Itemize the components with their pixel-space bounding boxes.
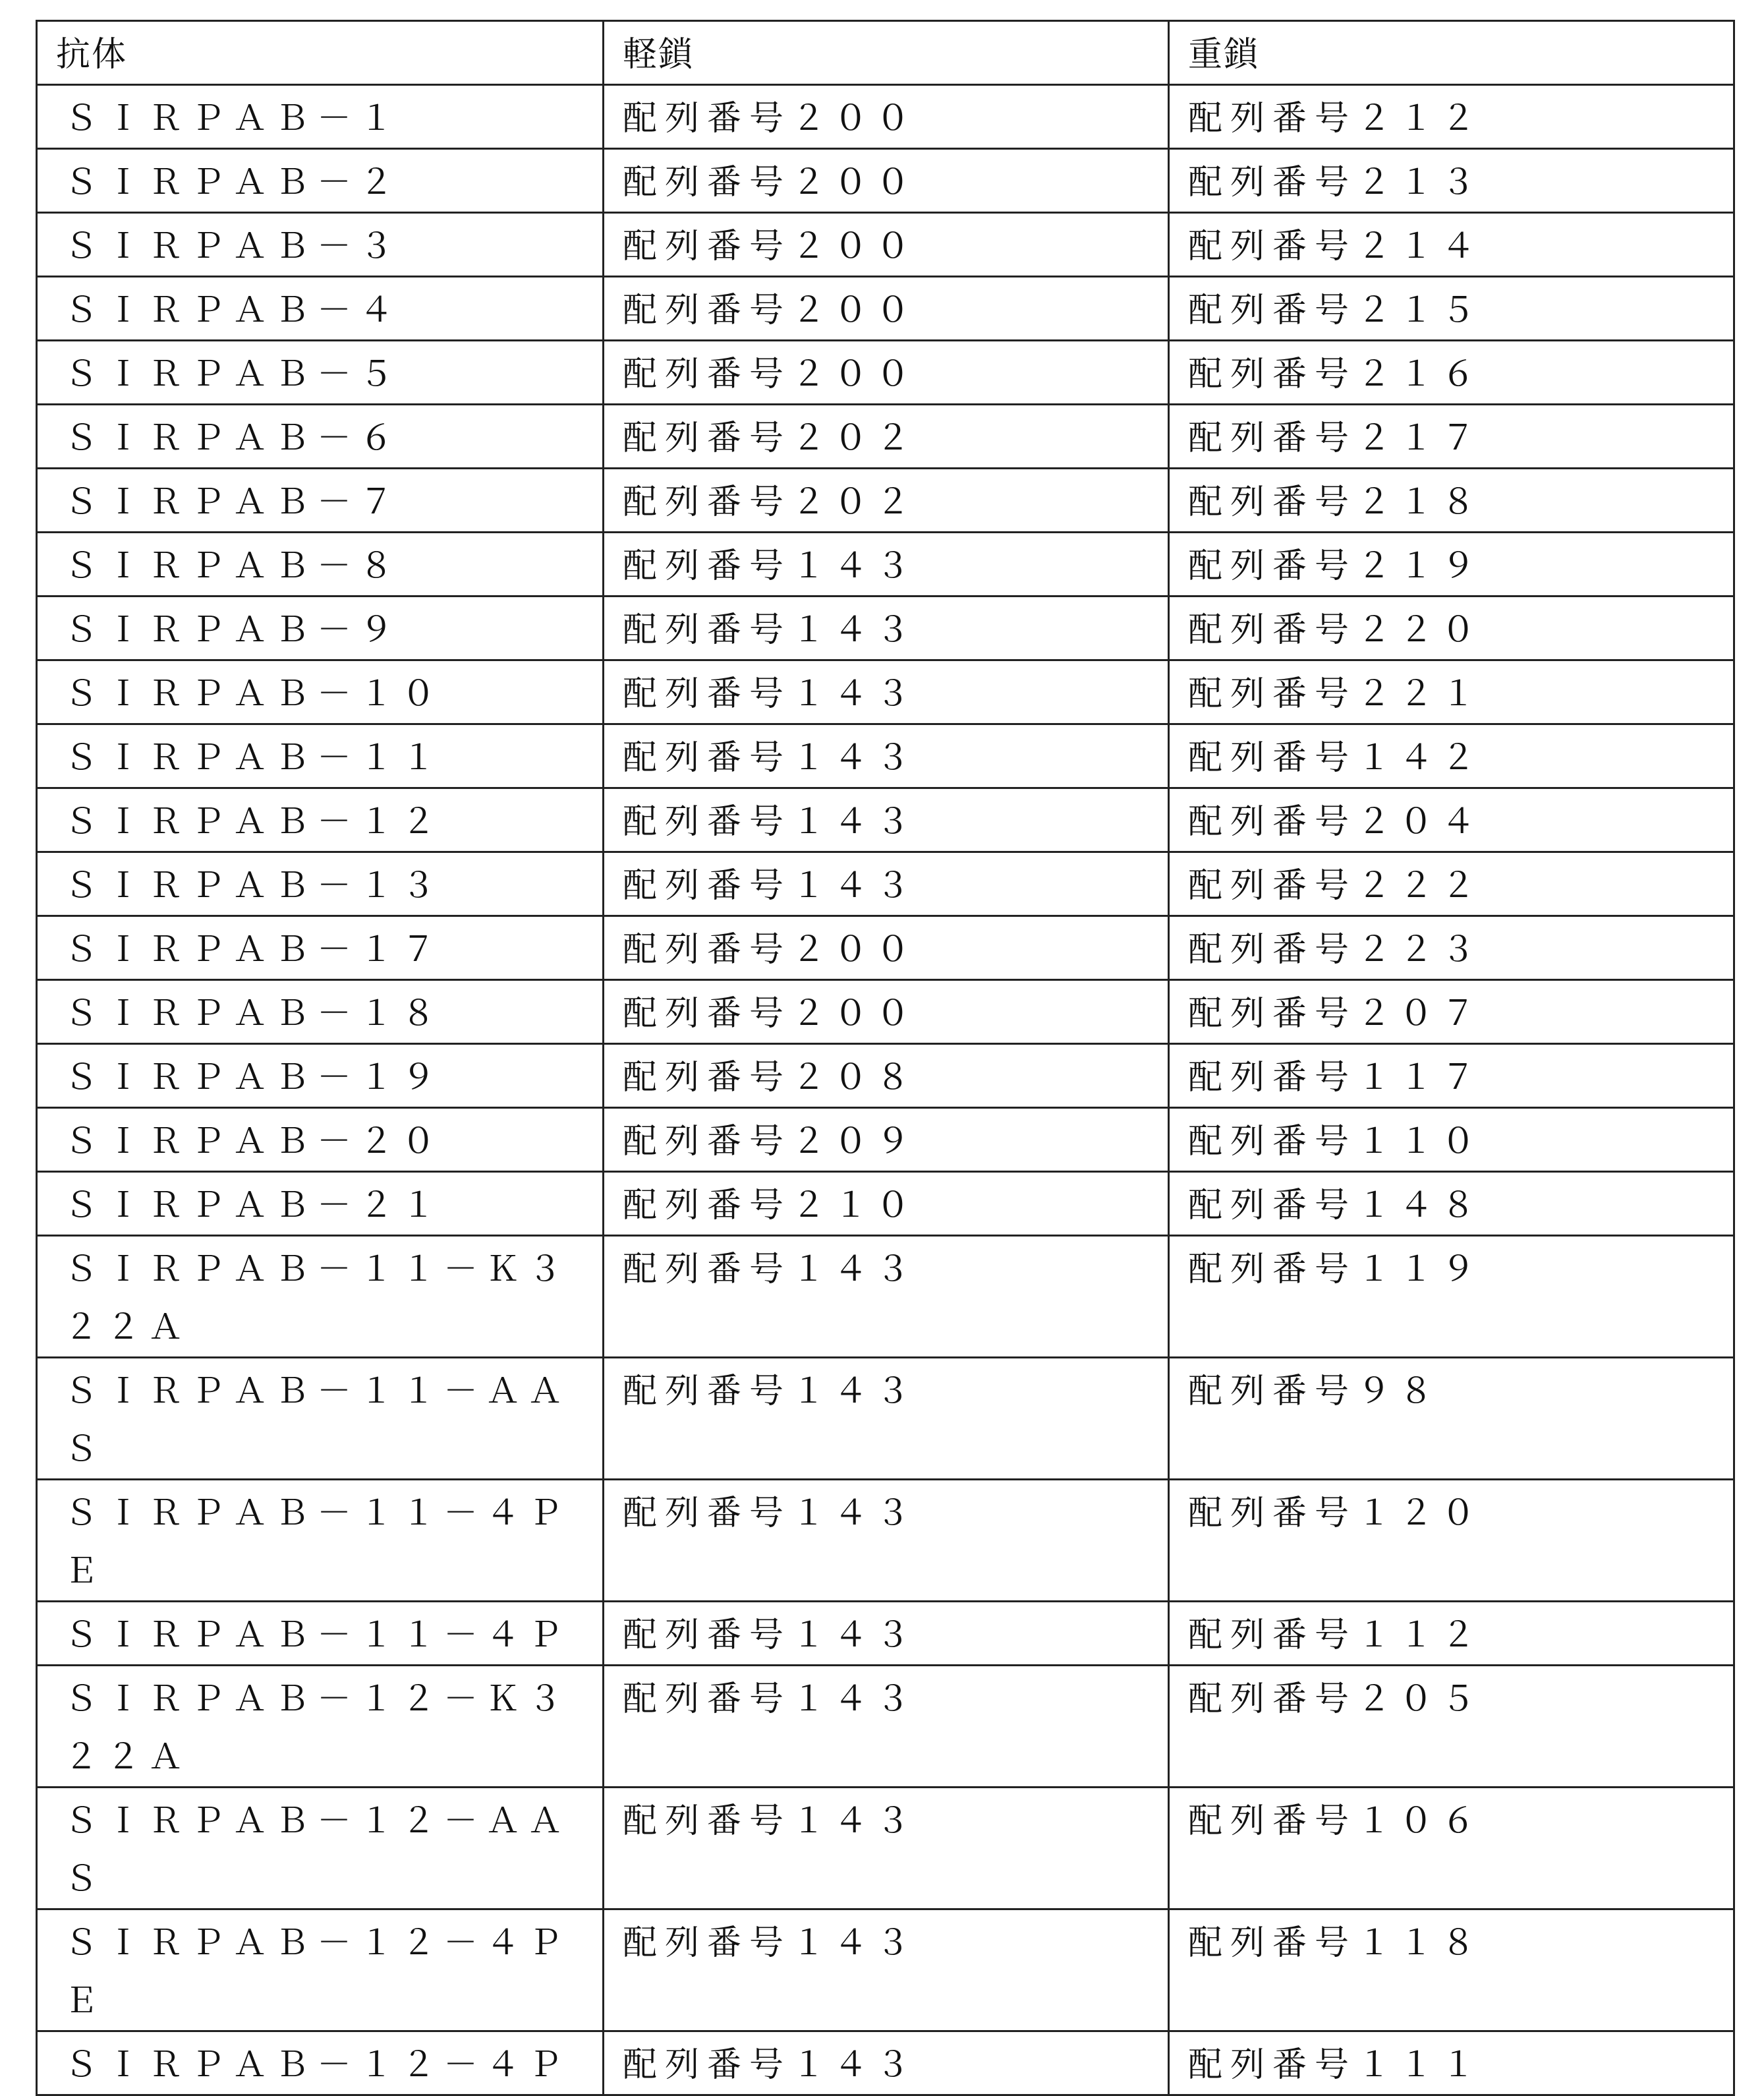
light-chain-cell: 配列番号１４３ bbox=[604, 1666, 1169, 1788]
light-chain-cell: 配列番号２０２ bbox=[604, 469, 1169, 533]
antibody-cell: ＳＩＲＰＡＢ－１２ bbox=[37, 788, 604, 852]
antibody-cell: ＳＩＲＰＡＢ－１１－４ＰＥ bbox=[37, 1480, 604, 1602]
table-row bbox=[37, 660, 1734, 724]
antibody-cell: ＳＩＲＰＡＢ－８ bbox=[37, 533, 604, 597]
table-row bbox=[37, 980, 1734, 1044]
antibody-cell: ＳＩＲＰＡＢ－６ bbox=[37, 405, 604, 469]
table-row bbox=[37, 916, 1734, 980]
table-row bbox=[37, 2031, 1734, 2095]
antibody-cell: ＳＩＲＰＡＢ－１３ bbox=[37, 852, 604, 916]
heavy-chain-cell: 配列番号１１８ bbox=[1169, 1909, 1734, 2031]
table-row bbox=[37, 405, 1734, 469]
heavy-chain-cell: 配列番号２２２ bbox=[1169, 852, 1734, 916]
heavy-chain-cell: 配列番号１１７ bbox=[1169, 1044, 1734, 1108]
antibody-cell: ＳＩＲＰＡＢ－１ bbox=[37, 85, 604, 149]
antibody-cell: ＳＩＲＰＡＢ－４ bbox=[37, 277, 604, 341]
antibody-cell: ＳＩＲＰＡＢ－１２－４Ｐ bbox=[37, 2031, 604, 2095]
table-row bbox=[37, 724, 1734, 788]
antibody-sequence-table bbox=[36, 20, 1735, 2096]
light-chain-cell: 配列番号２００ bbox=[604, 277, 1169, 341]
light-chain-cell: 配列番号２００ bbox=[604, 85, 1169, 149]
table-row bbox=[37, 1172, 1734, 1236]
antibody-cell: ＳＩＲＰＡＢ－１１－ＡＡＳ bbox=[37, 1358, 604, 1480]
table-row bbox=[37, 1788, 1734, 1909]
table-row bbox=[37, 213, 1734, 277]
antibody-cell: ＳＩＲＰＡＢ－１８ bbox=[37, 980, 604, 1044]
heavy-chain-cell: 配列番号２１７ bbox=[1169, 405, 1734, 469]
table-row bbox=[37, 788, 1734, 852]
antibody-cell: ＳＩＲＰＡＢ－１１ bbox=[37, 724, 604, 788]
light-chain-cell: 配列番号１４３ bbox=[604, 597, 1169, 660]
light-chain-cell: 配列番号２００ bbox=[604, 213, 1169, 277]
table-row bbox=[37, 1044, 1734, 1108]
light-chain-cell: 配列番号１４３ bbox=[604, 1602, 1169, 1666]
table-row bbox=[37, 533, 1734, 597]
heavy-chain-cell: 配列番号１１１ bbox=[1169, 2031, 1734, 2095]
light-chain-cell: 配列番号１４３ bbox=[604, 724, 1169, 788]
table-row bbox=[37, 1666, 1734, 1788]
heavy-chain-cell: 配列番号２１３ bbox=[1169, 149, 1734, 213]
antibody-cell: ＳＩＲＰＡＢ－１１－Ｋ３２２Ａ bbox=[37, 1236, 604, 1358]
heavy-chain-cell: 配列番号２０７ bbox=[1169, 980, 1734, 1044]
heavy-chain-cell: 配列番号２１５ bbox=[1169, 277, 1734, 341]
heavy-chain-cell: 配列番号２２１ bbox=[1169, 660, 1734, 724]
antibody-cell: ＳＩＲＰＡＢ－３ bbox=[37, 213, 604, 277]
header-heavy-chain: 重鎖 bbox=[1169, 21, 1734, 85]
light-chain-cell: 配列番号１４３ bbox=[604, 1480, 1169, 1602]
light-chain-cell: 配列番号２００ bbox=[604, 149, 1169, 213]
table-row bbox=[37, 469, 1734, 533]
light-chain-cell: 配列番号２１０ bbox=[604, 1172, 1169, 1236]
heavy-chain-cell: 配列番号２１６ bbox=[1169, 341, 1734, 405]
table-row bbox=[37, 1236, 1734, 1358]
heavy-chain-cell: 配列番号２０４ bbox=[1169, 788, 1734, 852]
heavy-chain-cell: 配列番号１１０ bbox=[1169, 1108, 1734, 1172]
table-row bbox=[37, 149, 1734, 213]
heavy-chain-cell: 配列番号１１２ bbox=[1169, 1602, 1734, 1666]
table-row bbox=[37, 85, 1734, 149]
light-chain-cell: 配列番号１４３ bbox=[604, 1788, 1169, 1909]
light-chain-cell: 配列番号２００ bbox=[604, 980, 1169, 1044]
light-chain-cell: 配列番号１４３ bbox=[604, 1358, 1169, 1480]
heavy-chain-cell: 配列番号９８ bbox=[1169, 1358, 1734, 1480]
heavy-chain-cell: 配列番号２１９ bbox=[1169, 533, 1734, 597]
heavy-chain-cell: 配列番号１０６ bbox=[1169, 1788, 1734, 1909]
antibody-cell: ＳＩＲＰＡＢ－２ bbox=[37, 149, 604, 213]
table-row bbox=[37, 277, 1734, 341]
heavy-chain-cell: 配列番号２２０ bbox=[1169, 597, 1734, 660]
antibody-cell: ＳＩＲＰＡＢ－１９ bbox=[37, 1044, 604, 1108]
table-row bbox=[37, 341, 1734, 405]
table-row bbox=[37, 1480, 1734, 1602]
light-chain-cell: 配列番号２０８ bbox=[604, 1044, 1169, 1108]
antibody-cell: ＳＩＲＰＡＢ－９ bbox=[37, 597, 604, 660]
heavy-chain-cell: 配列番号１１９ bbox=[1169, 1236, 1734, 1358]
light-chain-cell: 配列番号２０９ bbox=[604, 1108, 1169, 1172]
antibody-cell: ＳＩＲＰＡＢ－１２－４ＰＥ bbox=[37, 1909, 604, 2031]
table-row bbox=[37, 1358, 1734, 1480]
heavy-chain-cell: 配列番号２１８ bbox=[1169, 469, 1734, 533]
light-chain-cell: 配列番号１４３ bbox=[604, 1236, 1169, 1358]
light-chain-cell: 配列番号１４３ bbox=[604, 1909, 1169, 2031]
heavy-chain-cell: 配列番号２１４ bbox=[1169, 213, 1734, 277]
antibody-cell: ＳＩＲＰＡＢ－２１ bbox=[37, 1172, 604, 1236]
header-antibody: 抗体 bbox=[37, 21, 604, 85]
light-chain-cell: 配列番号１４３ bbox=[604, 533, 1169, 597]
light-chain-cell: 配列番号１４３ bbox=[604, 788, 1169, 852]
heavy-chain-cell: 配列番号１４２ bbox=[1169, 724, 1734, 788]
antibody-cell: ＳＩＲＰＡＢ－１１－４Ｐ bbox=[37, 1602, 604, 1666]
heavy-chain-cell: 配列番号１４８ bbox=[1169, 1172, 1734, 1236]
table-row bbox=[37, 597, 1734, 660]
antibody-cell: ＳＩＲＰＡＢ－１７ bbox=[37, 916, 604, 980]
heavy-chain-cell: 配列番号２１２ bbox=[1169, 85, 1734, 149]
table-row bbox=[37, 1108, 1734, 1172]
antibody-cell: ＳＩＲＰＡＢ－１０ bbox=[37, 660, 604, 724]
heavy-chain-cell: 配列番号２２３ bbox=[1169, 916, 1734, 980]
table-row bbox=[37, 1909, 1734, 2031]
light-chain-cell: 配列番号１４３ bbox=[604, 852, 1169, 916]
heavy-chain-cell: 配列番号２０５ bbox=[1169, 1666, 1734, 1788]
antibody-cell: ＳＩＲＰＡＢ－２０ bbox=[37, 1108, 604, 1172]
antibody-cell: ＳＩＲＰＡＢ－１２－Ｋ３２２Ａ bbox=[37, 1666, 604, 1788]
light-chain-cell: 配列番号２００ bbox=[604, 341, 1169, 405]
light-chain-cell: 配列番号２０２ bbox=[604, 405, 1169, 469]
table-row bbox=[37, 1602, 1734, 1666]
heavy-chain-cell: 配列番号１２０ bbox=[1169, 1480, 1734, 1602]
header-row bbox=[37, 21, 1734, 85]
header-light-chain: 軽鎖 bbox=[604, 21, 1169, 85]
antibody-cell: ＳＩＲＰＡＢ－１２－ＡＡＳ bbox=[37, 1788, 604, 1909]
antibody-cell: ＳＩＲＰＡＢ－７ bbox=[37, 469, 604, 533]
antibody-cell: ＳＩＲＰＡＢ－５ bbox=[37, 341, 604, 405]
light-chain-cell: 配列番号２００ bbox=[604, 916, 1169, 980]
light-chain-cell: 配列番号１４３ bbox=[604, 2031, 1169, 2095]
light-chain-cell: 配列番号１４３ bbox=[604, 660, 1169, 724]
table-row bbox=[37, 852, 1734, 916]
